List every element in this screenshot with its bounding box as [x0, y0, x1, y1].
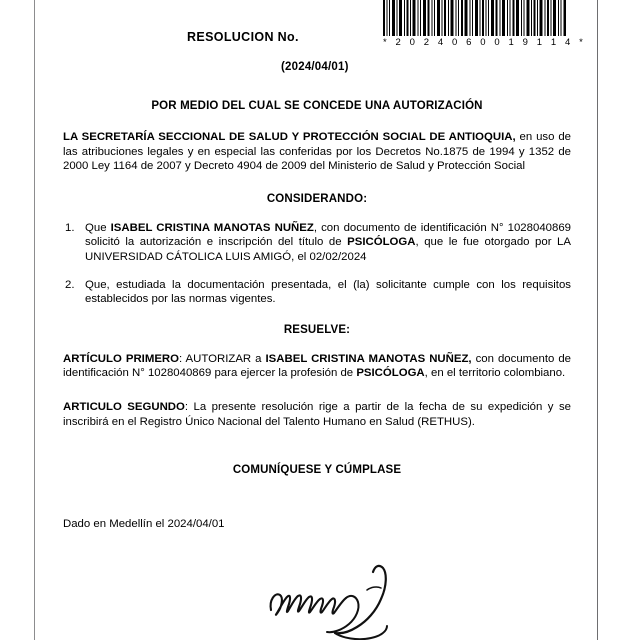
considerando-2-text: Que, estudiada la documentación presentada, el (la) solicitante cumple con los requisitos establecidos por las normas vigentes.	[85, 278, 571, 306]
articulo-primero-part2: con documento de identificación N° 1028040869 para ejercer la profesión de	[63, 352, 571, 380]
resolution-date-code: (2024/04/01)	[281, 61, 349, 73]
considerando-1-part1: Que	[85, 221, 111, 234]
subject-heading: POR MEDIO DEL CUAL SE CONCEDE UNA AUTORIZACIÓN	[151, 100, 483, 112]
articulo-primero-person: ISABEL CRISTINA MANOTAS NUÑEZ,	[265, 352, 472, 365]
preamble-text: en uso de las atribuciones legales y en especial las conferidas por los Decretos No.1875 de 1994 y 1352 de 2000 Ley 1164 de 2007 y Decreto 4904 de 2009 del Ministerio de Salud y Protección Social	[63, 131, 571, 173]
handwritten-signature-icon	[263, 556, 433, 640]
articulo-segundo-paragraph	[63, 400, 571, 429]
articulo-primero-part3: , en el territorio colombiano.	[424, 367, 566, 380]
barcode-icon	[383, 0, 567, 36]
considerando-heading: CONSIDERANDO:	[266, 192, 368, 205]
preamble-paragraph	[63, 130, 571, 174]
document-page	[34, 0, 598, 640]
list-item-marker: 1.	[65, 221, 75, 234]
considerando-1-profession: PSICÓLOGA	[347, 236, 416, 249]
list-item-marker: 2.	[65, 278, 75, 291]
signature-block	[263, 556, 433, 640]
articulo-primero-paragraph	[63, 352, 571, 381]
document-body	[63, 100, 571, 532]
articulo-segundo-text: : La presente resolución rige a partir de la fecha de su expedición y se inscribirá en el Registro Único Nacional del Talento Humano en Salud (RETHUS).	[63, 400, 571, 428]
considerando-1-part2: , con documento de identificación N° 1028040869 solicitó la autorización e inscripción del título de	[85, 221, 571, 249]
articulo-primero-part1: : AUTORIZAR a	[179, 352, 266, 365]
considerando-1-person: ISABEL CRISTINA MANOTAS NUÑEZ	[110, 221, 314, 234]
barcode-human-readable: * 2 0 2 4 0 6 0 0 1 9 1 1 4 *	[383, 37, 586, 48]
place-and-date: Dado en Medellín el 2024/04/01	[63, 518, 225, 531]
issuing-authority: LA SECRETARÍA SECCIONAL DE SALUD Y PROTECCIÓN SOCIAL DE ANTIOQUIA,	[63, 131, 516, 143]
barcode-block	[383, 0, 586, 48]
closing-heading: COMUNÍQUESE Y CÚMPLASE	[232, 464, 402, 477]
list-item	[63, 278, 571, 307]
resolution-title: RESOLUCION No.	[187, 30, 299, 44]
document-page-content	[35, 0, 597, 640]
considerando-1-part3: , que le fue otorgado por LA UNIVERSIDAD CÁTOLICA LUIS AMIGÓ, el 02/02/2024	[85, 236, 571, 263]
considerando-list	[63, 221, 571, 307]
articulo-primero-label: ARTÍCULO PRIMERO	[63, 352, 180, 365]
articulo-segundo-label: ARTICULO SEGUNDO	[63, 400, 185, 413]
list-item	[63, 221, 571, 265]
resuelve-heading: RESUELVE:	[283, 323, 351, 336]
articulo-primero-profession: PSICÓLOGA	[356, 367, 425, 380]
